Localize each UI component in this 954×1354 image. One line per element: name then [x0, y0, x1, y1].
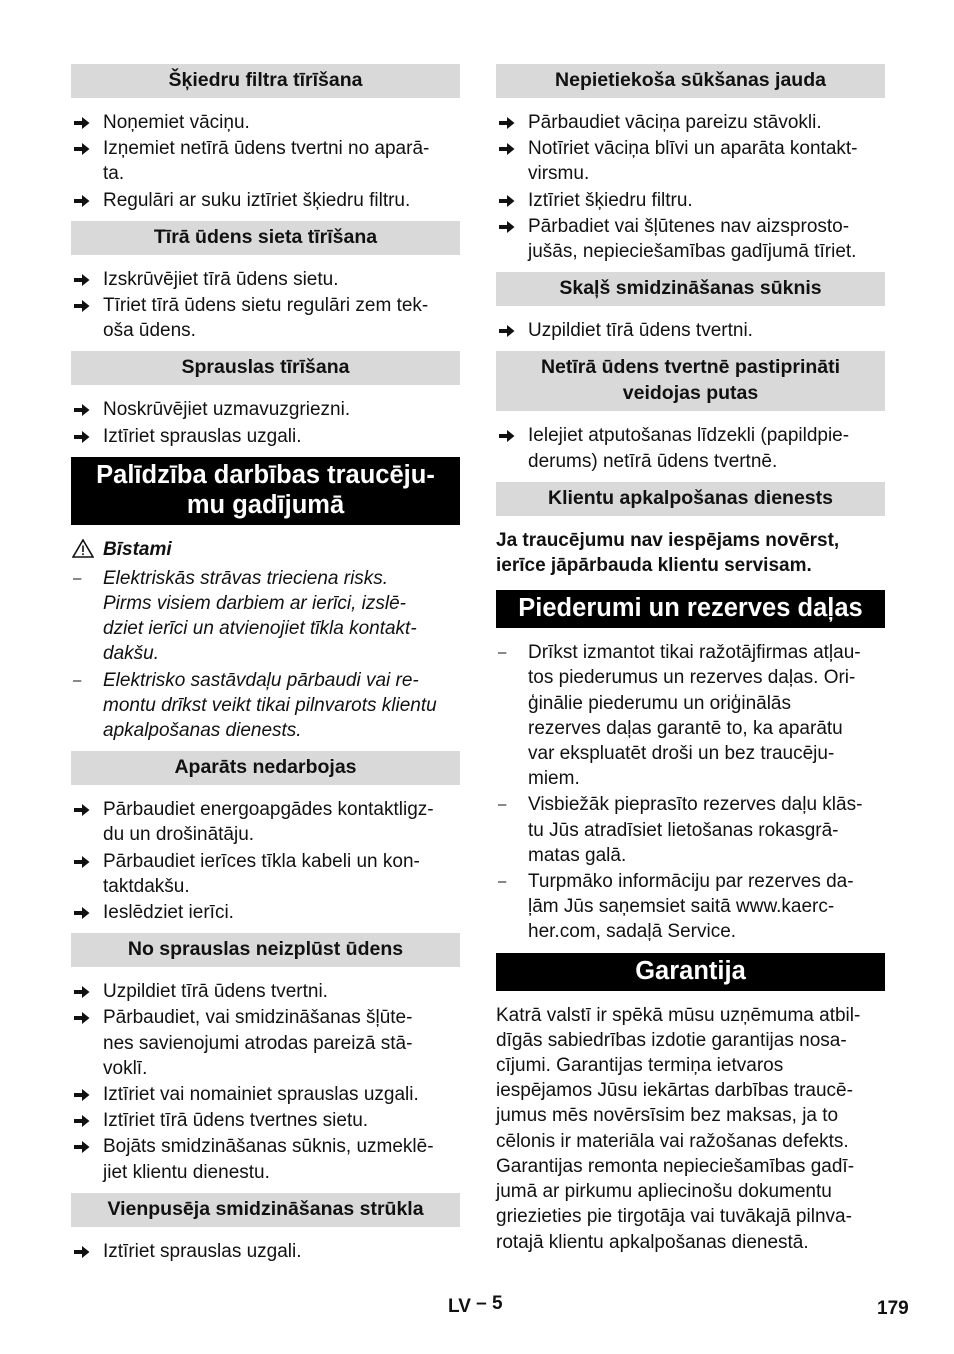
- list-item-text: Pārbaudiet ierīces tīkla kabeli un kon- taktdakšu.: [103, 850, 420, 897]
- dash-bullet: –: [498, 796, 507, 814]
- list-item-text: Iztīriet šķiedru filtru.: [528, 189, 693, 211]
- arrow-right-icon: [499, 324, 515, 338]
- right-column: [496, 64, 885, 1267]
- list-item-text: Pārbaudiet vāciņa pareizu stāvokli.: [528, 112, 822, 133]
- arrow-right-icon: [74, 906, 90, 920]
- list-item: [71, 797, 460, 847]
- arrow-right-icon: [74, 116, 90, 130]
- list-item-text: Izņemiet netīrā ūdens tvertni no aparā- ta.: [103, 138, 430, 185]
- list-item: [496, 188, 885, 213]
- section-heading: Netīrā ūdens tvertnē pastiprināti veidojas putas: [496, 351, 885, 411]
- list-item-text: Visbiežāk pieprasīto rezerves daļu klās- tu Jūs atradīsiet lietošanas rokasgrā- matas galā.: [528, 794, 863, 866]
- bullet-list: [496, 110, 885, 264]
- list-item-text: Pārbaudiet energoapgādes kontaktligz- du un drošinātāju.: [103, 799, 434, 846]
- list-item-text: Ieslēdziet ierīci.: [103, 902, 234, 924]
- arrow-right-icon: [74, 194, 90, 208]
- list-item-text: Iztīriet tīrā ūdens tvertnes sietu.: [103, 1110, 369, 1132]
- list-item: [71, 1108, 460, 1133]
- page-number: 179: [877, 1298, 909, 1319]
- chapter-heading: Garantija: [496, 953, 885, 991]
- list-item: [71, 979, 460, 1004]
- arrow-right-icon: [499, 220, 515, 234]
- warning-list: [71, 566, 460, 743]
- arrow-right-icon: [74, 855, 90, 869]
- list-item: [71, 1005, 460, 1081]
- list-item: [71, 424, 460, 449]
- bullet-list: [496, 423, 885, 473]
- list-item: [71, 566, 460, 667]
- section-heading: No sprauslas neizplūst ūdens: [71, 933, 460, 967]
- dash-bullet: –: [498, 644, 507, 662]
- list-item: [71, 293, 460, 343]
- warranty-text: Katrā valstī ir spēkā mūsu uzņēmuma atbil- dīgās sabiedrības izdotie garantijas nosa- cījumi. Garantijas termiņa ietvaros iespējamos Jūsu iekārtas darbības traucē- jumus mēs novērsīsim bez maksas, ja to cēlonis ir materiāla vai ražošanas defekts. Garantijas remonta nepieciešamības gadī- jumā ar pirkumu apliecinošu dokumentu griezieties pie tirgotāja vai tuvākajā pilnva- rotajā klientu apkalpošanas dienestā.: [496, 1004, 861, 1253]
- list-item: [71, 397, 460, 422]
- arrow-right-icon: [74, 803, 90, 817]
- list-item-text: Uzpildiet tīrā ūdens tvertni.: [103, 981, 328, 1003]
- list-item: [71, 188, 460, 213]
- arrow-right-icon: [74, 1245, 90, 1259]
- section-heading: Skaļš smidzināšanas sūknis: [496, 272, 885, 306]
- list-item: [71, 849, 460, 899]
- list-item-text: Tīriet tīrā ūdens sietu regulāri zem tek- oša ūdens.: [103, 295, 429, 342]
- list-item-text: Turpmāko informāciju par rezerves da- ļām Jūs saņemsiet saitā www.kaerc- her.com, sadaļā Service.: [528, 871, 854, 943]
- left-column: [71, 64, 460, 1272]
- footer-language: LV – 5: [448, 1293, 503, 1317]
- warning-label: Bīstami: [71, 537, 460, 562]
- list-item-text: Elektrisko sastāvdaļu pārbaudi vai re- montu drīkst veikt tikai pilnvarots klientu apkalpošanas dienests.: [103, 669, 437, 742]
- arrow-right-icon: [74, 142, 90, 156]
- bullet-list: [71, 110, 460, 213]
- arrow-right-icon: [74, 273, 90, 287]
- arrow-right-icon: [74, 1088, 90, 1102]
- list-item-text: Izskrūvējiet tīrā ūdens sietu.: [103, 268, 339, 290]
- section-heading: Tīrā ūdens sieta tīrīšana: [71, 221, 460, 255]
- list-item-text: Regulāri ar suku iztīriet šķiedru filtru.: [103, 189, 411, 211]
- list-item-text: Noņemiet vāciņu.: [103, 112, 250, 133]
- list-item: [496, 423, 885, 473]
- service-note: Ja traucējumu nav iespējams novērst, ierīce jāpārbauda klientu servisam.: [496, 529, 840, 577]
- list-item-text: Noskrūvējiet uzmavuzgriezni.: [103, 399, 351, 421]
- list-item-text: Notīriet vāciņa blīvi un aparāta kontakt- virsmu.: [528, 138, 858, 185]
- list-item-text: Drīkst izmantot tikai ražotājfirmas atļau- tos piederumus un rezerves daļas. Ori- ģinālie piederumu un oriģinālās rezerves daļas garantē to, ka aparātu var ekspluatēt droši un bez traucēju- miem.: [528, 642, 861, 790]
- bullet-list: [71, 1239, 460, 1264]
- list-item-text: Uzpildiet tīrā ūdens tvertni.: [528, 320, 753, 342]
- arrow-right-icon: [499, 142, 515, 156]
- arrow-right-icon: [499, 429, 515, 443]
- section-heading: Aparāts nedarbojas: [71, 751, 460, 785]
- section-heading: Vienpusēja smidzināšanas strūkla: [71, 1193, 460, 1227]
- list-item: [71, 110, 460, 135]
- list-item-text: Ielejiet atputošanas līdzekli (papildpie- derums) netīrā ūdens tvertnē.: [528, 425, 850, 472]
- list-item: [71, 136, 460, 186]
- dash-list: [496, 640, 885, 944]
- bullet-list: [71, 979, 460, 1185]
- list-item: [496, 869, 885, 945]
- section-heading: Nepietiekoša sūkšanas jauda: [496, 64, 885, 98]
- list-item: [71, 267, 460, 292]
- list-item: [496, 136, 885, 186]
- chapter-heading: Palīdzība darbības traucēju- mu gadījumā: [71, 457, 460, 525]
- arrow-right-icon: [74, 430, 90, 444]
- arrow-right-icon: [499, 194, 515, 208]
- list-item: [496, 640, 885, 791]
- dash-bullet: –: [73, 671, 82, 689]
- dash-bullet: –: [73, 569, 82, 587]
- bullet-list: [496, 318, 885, 343]
- section-heading: Šķiedru filtra tīrīšana: [71, 64, 460, 98]
- list-item: [71, 900, 460, 925]
- bullet-list: [71, 797, 460, 925]
- list-item-text: Pārbadiet vai šļūtenes nav aizsprosto- jušās, nepieciešamības gadījumā tīriet.: [528, 215, 857, 263]
- list-item-text: Elektriskās strāvas trieciena risks. Pirms visiem darbiem ar ierīci, izslē- dziet ierīci un atvienojiet tīkla kontakt- dakšu.: [103, 567, 417, 665]
- arrow-right-icon: [74, 403, 90, 417]
- arrow-right-icon: [74, 1011, 90, 1025]
- chapter-heading: Piederumi un rezerves daļas: [496, 590, 885, 628]
- list-item: [496, 318, 885, 343]
- arrow-right-icon: [499, 116, 515, 130]
- list-item-text: Iztīriet vai nomainiet sprauslas uzgali.: [103, 1084, 419, 1106]
- list-item-text: Pārbaudiet, vai smidzināšanas šļūte- nes savienojumi atrodas pareizā stā- voklī.: [103, 1007, 413, 1079]
- list-item: [71, 1134, 460, 1184]
- list-item: [71, 1082, 460, 1107]
- bullet-list: [71, 267, 460, 344]
- list-item-text: Iztīriet sprauslas uzgali.: [103, 425, 302, 447]
- list-item: [496, 110, 885, 135]
- list-item: [496, 214, 885, 264]
- list-item-text: Bojāts smidzināšanas sūknis, uzmeklē- jiet klientu dienestu.: [103, 1136, 434, 1183]
- list-item: [71, 668, 460, 744]
- arrow-right-icon: [74, 985, 90, 999]
- arrow-right-icon: [74, 1114, 90, 1128]
- bullet-list: [71, 397, 460, 448]
- list-item: [496, 792, 885, 868]
- section-heading: Klientu apkalpošanas dienests: [496, 482, 885, 516]
- dash-bullet: –: [498, 873, 507, 891]
- warning-triangle-icon: [72, 539, 94, 558]
- section-heading: Sprauslas tīrīšana: [71, 351, 460, 385]
- arrow-right-icon: [74, 1140, 90, 1154]
- list-item: [71, 1239, 460, 1264]
- arrow-right-icon: [74, 299, 90, 313]
- list-item-text: Iztīriet sprauslas uzgali.: [103, 1240, 302, 1262]
